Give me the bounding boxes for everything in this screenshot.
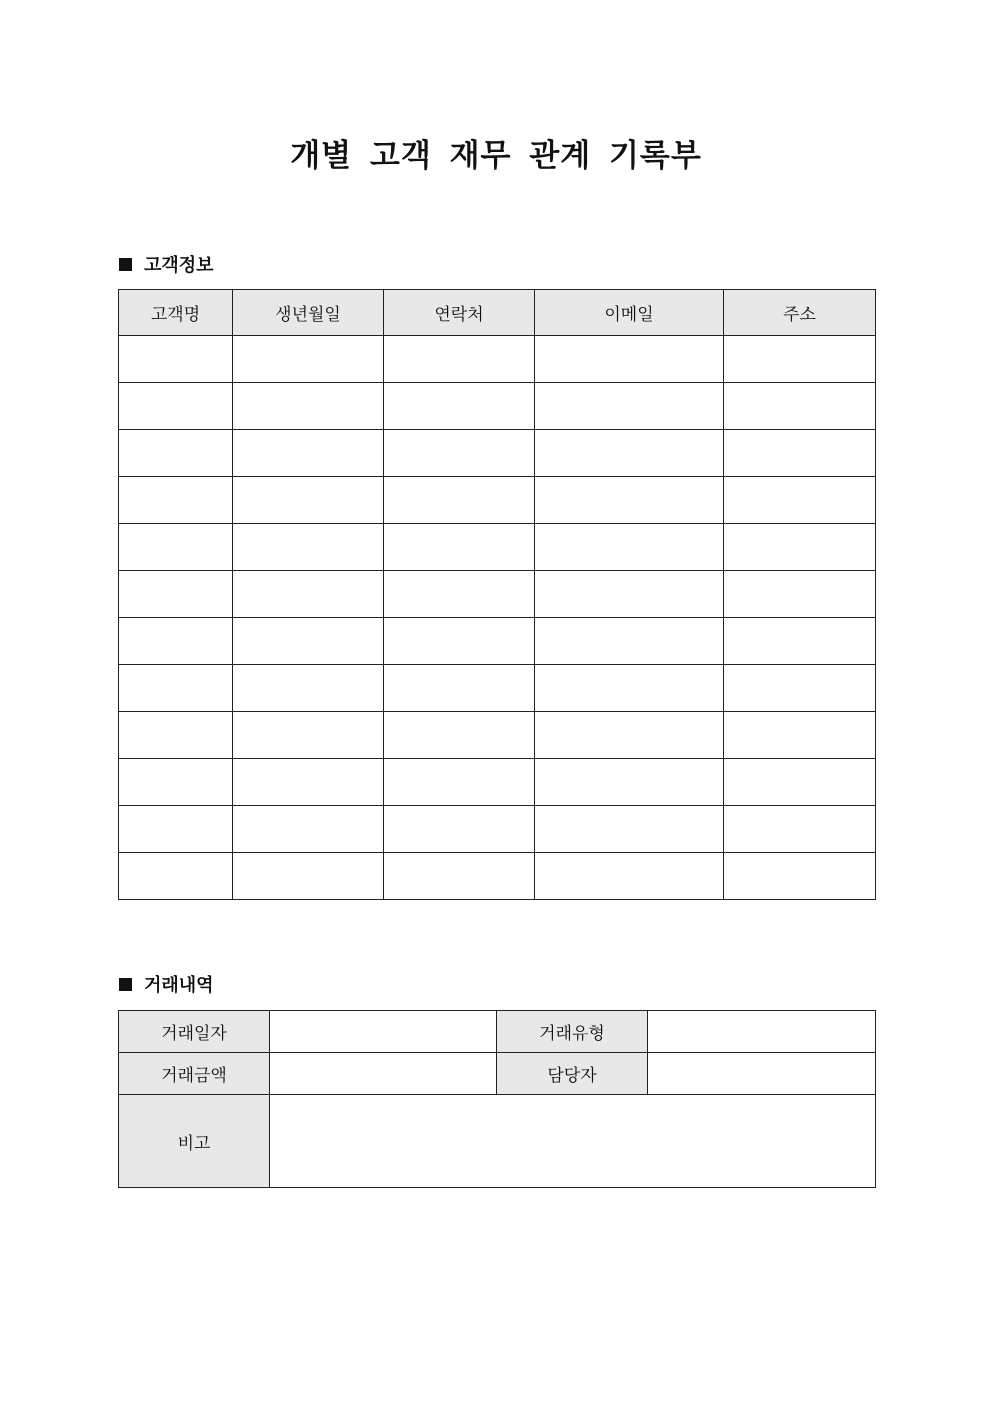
cell-birthdate[interactable] — [233, 524, 384, 571]
cell-name[interactable] — [119, 571, 233, 618]
cell-name[interactable] — [119, 430, 233, 477]
cell-birthdate[interactable] — [233, 853, 384, 900]
cell-contact[interactable] — [384, 853, 535, 900]
cell-name[interactable] — [119, 336, 233, 383]
cell-address[interactable] — [724, 571, 876, 618]
cell-email[interactable] — [535, 571, 724, 618]
field-transaction-type[interactable] — [648, 1011, 876, 1053]
cell-birthdate[interactable] — [233, 383, 384, 430]
label-remarks: 비고 — [119, 1095, 270, 1188]
customer-table-row — [119, 571, 876, 618]
customer-table-row — [119, 524, 876, 571]
customer-table-row — [119, 430, 876, 477]
cell-email[interactable] — [535, 665, 724, 712]
cell-birthdate[interactable] — [233, 806, 384, 853]
cell-birthdate[interactable] — [233, 477, 384, 524]
customer-table-header-row — [119, 290, 876, 336]
cell-contact[interactable] — [384, 524, 535, 571]
customer-table-row — [119, 477, 876, 524]
cell-name[interactable] — [119, 383, 233, 430]
cell-address[interactable] — [724, 712, 876, 759]
column-header-birthdate: 생년월일 — [233, 290, 384, 336]
cell-address[interactable] — [724, 477, 876, 524]
cell-address[interactable] — [724, 336, 876, 383]
transaction-history-heading-label: 거래내역 — [144, 975, 214, 996]
customer-table-row — [119, 336, 876, 383]
customer-info-heading-label: 고객정보 — [144, 255, 214, 276]
cell-address[interactable] — [724, 618, 876, 665]
cell-address[interactable] — [724, 853, 876, 900]
customer-table-row — [119, 383, 876, 430]
field-manager[interactable] — [648, 1053, 876, 1095]
cell-name[interactable] — [119, 853, 233, 900]
column-header-contact: 연락처 — [384, 290, 535, 336]
cell-birthdate[interactable] — [233, 430, 384, 477]
transaction-table — [118, 1010, 876, 1188]
customer-table-row — [119, 806, 876, 853]
cell-address[interactable] — [724, 665, 876, 712]
transaction-row-amount-manager — [119, 1053, 876, 1095]
column-header-email: 이메일 — [535, 290, 724, 336]
cell-name[interactable] — [119, 806, 233, 853]
cell-contact[interactable] — [384, 571, 535, 618]
cell-address[interactable] — [724, 430, 876, 477]
cell-contact[interactable] — [384, 336, 535, 383]
square-bullet-icon — [119, 258, 132, 271]
cell-email[interactable] — [535, 477, 724, 524]
cell-contact[interactable] — [384, 665, 535, 712]
cell-address[interactable] — [724, 383, 876, 430]
label-manager: 담당자 — [497, 1053, 648, 1095]
column-header-address: 주소 — [724, 290, 876, 336]
field-transaction-amount[interactable] — [270, 1053, 497, 1095]
document-title: 개별 고객 재무 관계 기록부 — [290, 138, 702, 174]
transaction-row-remarks — [119, 1095, 876, 1188]
cell-email[interactable] — [535, 806, 724, 853]
cell-contact[interactable] — [384, 759, 535, 806]
field-transaction-date[interactable] — [270, 1011, 497, 1053]
cell-birthdate[interactable] — [233, 712, 384, 759]
cell-email[interactable] — [535, 383, 724, 430]
transaction-row-date-type — [119, 1011, 876, 1053]
customer-table-row — [119, 712, 876, 759]
cell-birthdate[interactable] — [233, 618, 384, 665]
cell-name[interactable] — [119, 759, 233, 806]
cell-name[interactable] — [119, 524, 233, 571]
transaction-history-heading — [119, 972, 214, 996]
cell-birthdate[interactable] — [233, 665, 384, 712]
cell-contact[interactable] — [384, 430, 535, 477]
cell-email[interactable] — [535, 430, 724, 477]
customer-info-table — [118, 289, 876, 900]
cell-contact[interactable] — [384, 712, 535, 759]
label-transaction-date: 거래일자 — [119, 1011, 270, 1053]
cell-email[interactable] — [535, 524, 724, 571]
cell-address[interactable] — [724, 759, 876, 806]
cell-birthdate[interactable] — [233, 336, 384, 383]
cell-name[interactable] — [119, 665, 233, 712]
cell-email[interactable] — [535, 853, 724, 900]
cell-address[interactable] — [724, 806, 876, 853]
label-transaction-type: 거래유형 — [497, 1011, 648, 1053]
customer-table-row — [119, 853, 876, 900]
square-bullet-icon — [119, 978, 132, 991]
cell-contact[interactable] — [384, 806, 535, 853]
cell-contact[interactable] — [384, 383, 535, 430]
customer-table-row — [119, 618, 876, 665]
customer-info-heading — [119, 252, 214, 276]
field-remarks[interactable] — [270, 1095, 876, 1188]
cell-birthdate[interactable] — [233, 759, 384, 806]
cell-name[interactable] — [119, 477, 233, 524]
customer-table-row — [119, 665, 876, 712]
cell-birthdate[interactable] — [233, 571, 384, 618]
cell-address[interactable] — [724, 524, 876, 571]
cell-contact[interactable] — [384, 618, 535, 665]
cell-name[interactable] — [119, 712, 233, 759]
cell-name[interactable] — [119, 618, 233, 665]
label-transaction-amount: 거래금액 — [119, 1053, 270, 1095]
cell-email[interactable] — [535, 712, 724, 759]
cell-email[interactable] — [535, 618, 724, 665]
cell-email[interactable] — [535, 759, 724, 806]
cell-contact[interactable] — [384, 477, 535, 524]
customer-table-row — [119, 759, 876, 806]
column-header-name: 고객명 — [119, 290, 233, 336]
cell-email[interactable] — [535, 336, 724, 383]
